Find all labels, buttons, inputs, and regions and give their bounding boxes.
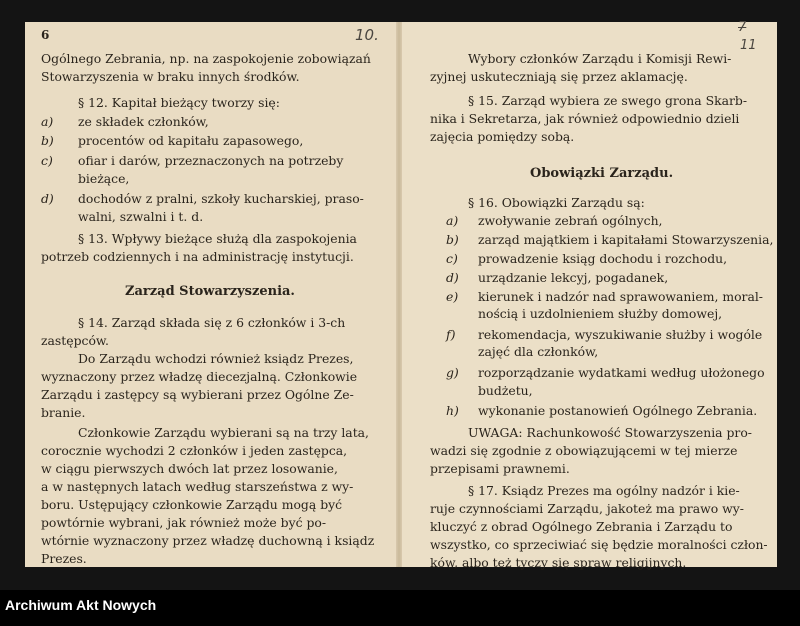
note-line: przepisami prawnemi. bbox=[430, 461, 570, 476]
list-item: procentów od kapitału zapasowego, bbox=[78, 133, 304, 148]
list-item: zarząd majątkiem i kapitałami Stowarzyszenia, bbox=[478, 232, 774, 247]
left-page bbox=[25, 22, 398, 567]
list-item: zajęć dla członków, bbox=[478, 344, 599, 359]
list-item: dochodów z pralni, szkoły kucharskiej, praso- bbox=[78, 191, 364, 206]
text-line: § 16. Obowiązki Zarządu są: bbox=[468, 195, 645, 210]
text-line: potrzeb codziennych i na administrację instytucji. bbox=[41, 249, 354, 264]
list-item: budżetu, bbox=[478, 383, 533, 398]
text-line: Wybory członków Zarządu i Komisji Rewi- bbox=[468, 51, 732, 66]
text-line: Członkowie Zarządu wybierani są na trzy lata, bbox=[78, 425, 369, 440]
text-line: corocznie wychodzi 2 członków i jeden zastępca, bbox=[41, 443, 348, 458]
list-label: b) bbox=[446, 232, 459, 247]
text-line: branie. bbox=[41, 405, 86, 420]
list-item: prowadzenie ksiąg dochodu i rozchodu, bbox=[478, 251, 728, 266]
text-line: § 13. Wpływy bieżące służą dla zaspokojenia bbox=[78, 231, 357, 246]
section-heading: Obowiązki Zarządu. bbox=[530, 166, 674, 181]
section-heading: Zarząd Stowarzyszenia. bbox=[125, 284, 295, 299]
list-label: a) bbox=[41, 114, 54, 129]
handwritten-page-number: 11 bbox=[740, 38, 757, 53]
text-line: wtórnie wyznaczony przez władzę duchowną i ksiądz bbox=[41, 533, 375, 548]
list-item: urządzanie lekcyj, pogadanek, bbox=[478, 270, 669, 285]
list-label: c) bbox=[446, 251, 458, 266]
list-label: d) bbox=[41, 191, 54, 206]
text-line: § 14. Zarząd składa się z 6 członków i 3-ch bbox=[78, 315, 346, 330]
text-line: wszystko, co sprzeciwiać się będzie moralności człon- bbox=[430, 537, 768, 552]
text-line: § 15. Zarząd wybiera ze swego grona Skarb- bbox=[468, 93, 748, 108]
text-line: Stowarzyszenia w braku innych środków. bbox=[41, 69, 300, 84]
text-line: zajęcia pomiędzy sobą. bbox=[430, 129, 575, 144]
text-line: zastępców. bbox=[41, 333, 109, 348]
list-label: g) bbox=[446, 365, 459, 380]
list-label: b) bbox=[41, 133, 54, 148]
archive-name: Archiwum Akt Nowych bbox=[5, 597, 157, 613]
list-item: kierunek i nadzór nad sprawowaniem, moral- bbox=[478, 289, 763, 304]
text-line: ruje czynnościami Zarządu, jakoteż ma prawo wy- bbox=[430, 501, 744, 516]
note-line: wadzi się zgodnie z obowiązującemi w tej mierze bbox=[430, 443, 738, 458]
list-item: ze składek członków, bbox=[78, 114, 209, 129]
text-line: wyznaczony przez władzę diecezjalną. Członkowie bbox=[41, 369, 358, 384]
list-item: nością i uzdolnieniem służby domowej, bbox=[478, 306, 723, 321]
text-line: a w następnych latach według starszeństwa z wy- bbox=[41, 479, 354, 494]
text-line: kluczyć z obrad Ogólnego Zebrania i Zarządu to bbox=[430, 519, 733, 534]
text-line: § 17. Ksiądz Prezes ma ogólny nadzór i kie- bbox=[468, 483, 740, 498]
handwritten-page-number: 10. bbox=[355, 26, 379, 44]
list-label: d) bbox=[446, 270, 459, 285]
text-line: Prezes. bbox=[41, 551, 87, 566]
note-line: UWAGA: Rachunkowość Stowarzyszenia pro- bbox=[468, 425, 752, 440]
text-line: w ciągu pierwszych dwóch lat przez losowanie, bbox=[41, 461, 338, 476]
list-item: rekomendacja, wyszukiwanie służby i wogóle bbox=[478, 327, 763, 342]
list-item: ofiar i darów, przeznaczonych na potrzeby bbox=[78, 153, 344, 168]
list-item: zwoływanie zebrań ogólnych, bbox=[478, 213, 663, 228]
text-line: Do Zarządu wchodzi również ksiądz Prezes, bbox=[78, 351, 354, 366]
text-line: powtórnie wybrani, jak również może być po- bbox=[41, 515, 327, 530]
list-item: wykonanie postanowień Ogólnego Zebrania. bbox=[478, 403, 758, 418]
list-label: h) bbox=[446, 403, 459, 418]
list-item: rozporządzanie wydatkami według ułożonego bbox=[478, 365, 765, 380]
text-line: nika i Sekretarza, jak również odpowiednio dzieli bbox=[430, 111, 740, 126]
page-number: 7 bbox=[738, 20, 747, 35]
list-label: a) bbox=[446, 213, 459, 228]
list-item: bieżące, bbox=[78, 171, 130, 186]
list-label: e) bbox=[446, 289, 459, 304]
right-page bbox=[400, 20, 777, 570]
text-line: Ogólnego Zebrania, np. na zaspokojenie zobowiązań bbox=[41, 51, 371, 66]
text-line: boru. Ustępujący członkowie Zarządu mogą być bbox=[41, 497, 343, 512]
list-label: f) bbox=[446, 327, 456, 342]
text-line: ków, albo też tyczy się spraw religijnych. bbox=[430, 555, 687, 570]
text-line: zyjnej uskuteczniają się przez aklamację. bbox=[430, 69, 688, 84]
archive-footer bbox=[0, 590, 800, 626]
list-item: walni, szwalni i t. d. bbox=[78, 209, 204, 224]
list-label: c) bbox=[41, 153, 53, 168]
text-line: § 12. Kapitał bieżący tworzy się: bbox=[78, 95, 280, 110]
text-line: Zarządu i zastępcy są wybierani przez Ogólne Ze- bbox=[41, 387, 354, 402]
page-fold bbox=[396, 22, 402, 567]
page-number: 6 bbox=[41, 28, 50, 42]
